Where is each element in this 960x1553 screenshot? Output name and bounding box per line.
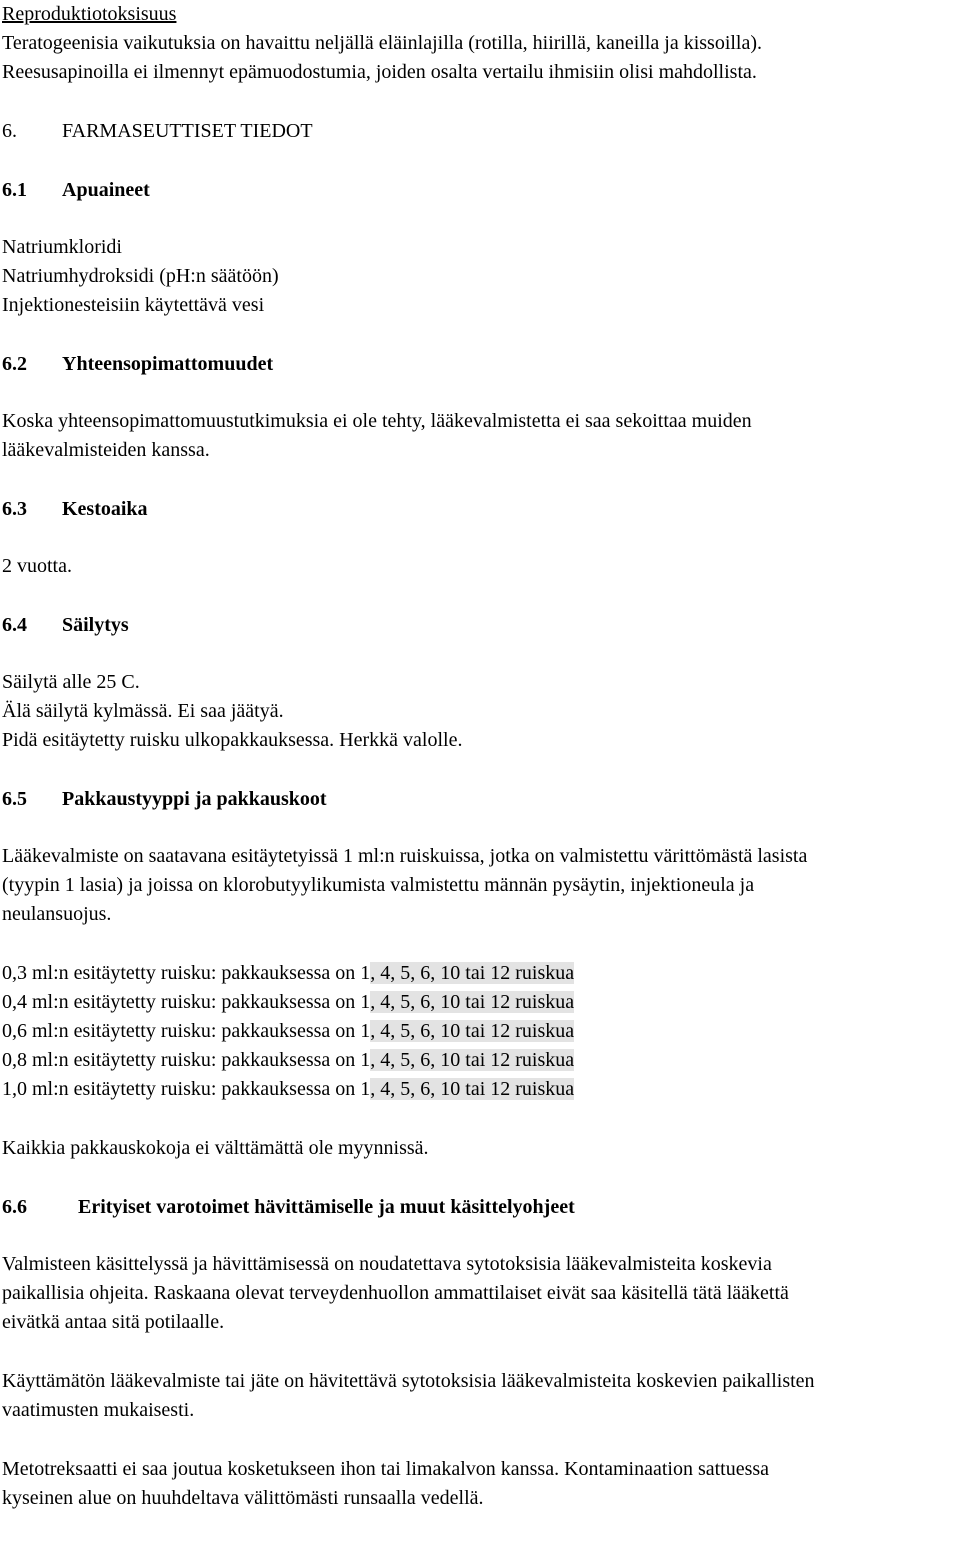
section-6-3-heading xyxy=(2,495,958,524)
repro-line-2: Reesusapinoilla ei ilmennyt epämuodostumia, joiden osalta vertailu ihmisiin olisi mahdollista. xyxy=(2,61,757,83)
incompatibility-line-1: Koska yhteensopimattomuustutkimuksia ei ole tehty, lääkevalmistetta ei saa sekoittaa muiden xyxy=(2,410,752,432)
handling-paragraph-3-line: kyseinen alue on huuhdeltava välittömästi runsaalla vedellä. xyxy=(2,1487,484,1509)
section-6-6-heading xyxy=(2,1193,958,1222)
section-6-6-number: 6.6 xyxy=(2,1196,27,1218)
storage-line: Pidä esitäytetty ruisku ulkopakkauksessa. Herkkä valolle. xyxy=(2,729,463,751)
incompatibility-line-2: lääkevalmisteiden kanssa. xyxy=(2,439,210,461)
pack-size-prefix: 0,4 ml:n esitäytetty ruisku: pakkauksessa on 1 xyxy=(2,991,371,1013)
handling-paragraph-1-line: paikallisia ohjeita. Raskaana olevat terveydenhuollon ammattilaiset eivät saa käsitellä tätä lääkettä xyxy=(2,1282,789,1304)
excipient-item: Natriumkloridi xyxy=(2,236,122,258)
pack-size-highlight: , 4, 5, 6, 10 tai 12 ruiskua xyxy=(370,991,575,1013)
section-6-6-title: Erityiset varotoimet hävittämiselle ja muut käsittelyohjeet xyxy=(78,1196,575,1218)
pack-size-prefix: 0,6 ml:n esitäytetty ruisku: pakkauksessa on 1 xyxy=(2,1020,371,1042)
pack-size-row xyxy=(2,1017,958,1046)
pack-size-prefix: 0,8 ml:n esitäytetty ruisku: pakkauksessa on 1 xyxy=(2,1049,371,1071)
pack-size-row xyxy=(2,1075,958,1104)
document-page xyxy=(2,0,958,1513)
storage-line: Säilytä alle 25 C. xyxy=(2,671,140,693)
section-6-heading xyxy=(2,117,958,146)
excipient-item: Injektionesteisiin käytettävä vesi xyxy=(2,294,265,316)
repro-title: Reproduktiotoksisuus xyxy=(2,3,177,25)
pack-size-highlight: , 4, 5, 6, 10 tai 12 ruiskua xyxy=(370,962,575,984)
pack-size-highlight: , 4, 5, 6, 10 tai 12 ruiskua xyxy=(370,1049,575,1071)
pack-size-prefix: 0,3 ml:n esitäytetty ruisku: pakkauksessa on 1 xyxy=(2,962,371,984)
repro-line-1: Teratogeenisia vaikutuksia on havaittu neljällä eläinlajilla (rotilla, hiirillä, kaneilla ja kissoilla). xyxy=(2,32,763,54)
handling-paragraph-1-line: eivätkä antaa sitä potilaalle. xyxy=(2,1311,225,1333)
package-description-line: Lääkevalmiste on saatavana esitäytetyissä 1 ml:n ruiskuissa, jotka on valmistettu värittömästä lasista xyxy=(2,845,808,867)
section-6-4-number: 6.4 xyxy=(2,614,27,636)
section-6-1-number: 6.1 xyxy=(2,179,27,201)
handling-paragraph-1-line: Valmisteen käsittelyssä ja hävittämisessä on noudatettava sytotoksisia lääkevalmisteita koskevia xyxy=(2,1253,772,1275)
section-6-3-number: 6.3 xyxy=(2,498,27,520)
pack-availability-note: Kaikkia pakkauskokoja ei välttämättä ole myynnissä. xyxy=(2,1137,429,1159)
section-6-2-heading xyxy=(2,350,958,379)
storage-line: Älä säilytä kylmässä. Ei saa jäätyä. xyxy=(2,700,284,722)
shelf-life-text: 2 vuotta. xyxy=(2,555,72,577)
section-6-5-number: 6.5 xyxy=(2,788,27,810)
pack-size-row xyxy=(2,959,958,988)
section-6-1-heading xyxy=(2,176,958,205)
section-6-4-title: Säilytys xyxy=(62,614,129,636)
section-6-2-number: 6.2 xyxy=(2,353,27,375)
section-6-5-heading xyxy=(2,785,958,814)
section-6-3-title: Kestoaika xyxy=(62,498,148,520)
section-6-2-title: Yhteensopimattomuudet xyxy=(62,353,274,375)
handling-paragraph-2-line: Käyttämätön lääkevalmiste tai jäte on hävitettävä sytotoksisia lääkevalmisteita koskevien paikallisten xyxy=(2,1370,815,1392)
section-6-title: FARMASEUTTISET TIEDOT xyxy=(62,120,313,142)
handling-paragraph-3-line: Metotreksaatti ei saa joutua kosketukseen ihon tai limakalvon kanssa. Kontaminaation sattuessa xyxy=(2,1458,770,1480)
pack-size-highlight: , 4, 5, 6, 10 tai 12 ruiskua xyxy=(370,1020,575,1042)
pack-size-prefix: 1,0 ml:n esitäytetty ruisku: pakkauksessa on 1 xyxy=(2,1078,371,1100)
handling-paragraph-2-line: vaatimusten mukaisesti. xyxy=(2,1399,195,1421)
package-description-line: (tyypin 1 lasia) ja joissa on klorobutyylikumista valmistettu männän pysäytin, injektioneula ja xyxy=(2,874,755,896)
section-6-4-heading xyxy=(2,611,958,640)
pack-size-row xyxy=(2,1046,958,1075)
section-6-5-title: Pakkaustyyppi ja pakkauskoot xyxy=(62,788,327,810)
section-6-number: 6. xyxy=(2,120,17,142)
excipient-item: Natriumhydroksidi (pH:n säätöön) xyxy=(2,265,279,287)
package-description-line: neulansuojus. xyxy=(2,903,112,925)
section-6-1-title: Apuaineet xyxy=(62,179,150,201)
pack-size-row xyxy=(2,988,958,1017)
pack-size-highlight: , 4, 5, 6, 10 tai 12 ruiskua xyxy=(370,1078,575,1100)
